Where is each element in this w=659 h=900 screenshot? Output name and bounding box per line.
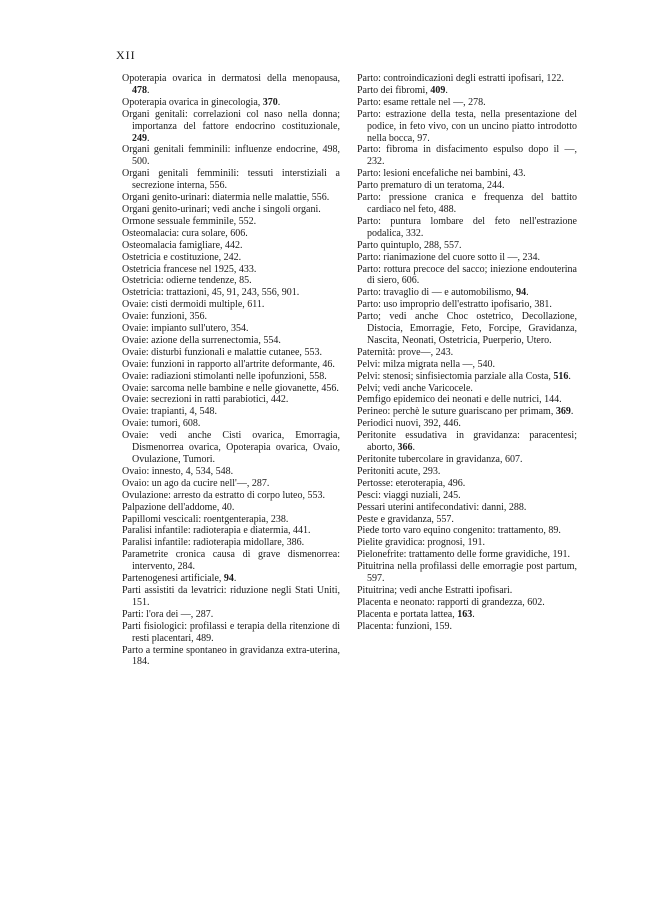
index-entry-text: Ovaie: funzioni, — [122, 311, 187, 323]
index-entry: Periodici nuovi, 392, 446. — [357, 418, 461, 430]
index-entry-text: Osteomalacia famigliare, — [122, 239, 223, 251]
index-entry: Pielite gravidica: prognosi, 191. — [357, 537, 486, 549]
index-entry-text: Ormone sessuale femminile, — [122, 215, 237, 227]
index-entry-page: 354 — [231, 323, 247, 335]
index-entry: Ovaie: tumori, 608. — [122, 418, 201, 430]
index-entry-page: 478 — [132, 84, 147, 96]
index-entry-text: Pessari uterini antifecondativi: danni, — [357, 501, 507, 513]
index-entry: Ovaie: trapianti, 4, 548. — [122, 406, 217, 418]
index-entry: Pielonefrite: trattamento delle forme gravidiche, 191. — [357, 549, 570, 561]
index-entry-text: Pemfigo epidemico dei neonati e delle nutrici, — [357, 394, 542, 406]
index-entry-page: 94 — [223, 573, 234, 585]
index-entry: Ovaie: sarcoma nelle bambine e nelle giovanette, 456. — [122, 382, 339, 394]
index-entry: Ostetricia: odierne tendenze, 85. — [122, 275, 252, 287]
index-entry-page: 608 — [182, 418, 198, 430]
index-entry-text: Ovulazione: arresto da estratto di corpo luteo, — [122, 489, 305, 501]
index-entry-text: Organi genitali femminili: influenze endocrine, — [122, 144, 319, 156]
index-entry: Parto a termine spontaneo in gravidanza extra-uterina, 184. — [122, 644, 340, 668]
index-entry-page: 184 — [132, 656, 147, 668]
index-entry-text: Organi genito-urinari: diatermia nelle malattie, — [122, 192, 310, 204]
index-entry-text: Parto: travaglio di — e automobilismo, — [357, 287, 514, 299]
index-entry-text: Opoterapia ovarica in ginecologia, — [122, 96, 261, 108]
index-entry-text: Parto a termine spontaneo in gravidanza extra-uterina, — [122, 644, 340, 656]
index-entry-page: 553 — [304, 346, 320, 358]
index-entry: Placenta: funzioni, 159. — [357, 620, 452, 632]
index-entry-text: Parto: fibroma in disfacimento espulso dopo il —, — [357, 144, 577, 156]
index-entry-text: Parto: controindicazioni degli estratti ipofisari, — [357, 73, 544, 84]
index-entry-page: 232 — [367, 156, 382, 168]
index-entry-text: Parto: estrazione della testa, nella presentazione del podice, in feto vivo, con un uncino piatto introdotto nella bocca, — [357, 108, 577, 144]
index-entry-page: 386 — [286, 537, 302, 549]
index-entry-page: 540 — [477, 358, 493, 370]
index-entry-page: 602 — [527, 596, 543, 608]
index-entry-text: Parto; vedi anche Choc ostetrico, Decollazione, Distocia, Emorragie, Feto, Forcipe, Gravidanza, Nascita, Neonati, Ostetricia, Puerperio, Utero. — [357, 311, 577, 346]
index-entry: Perineo: perchè le suture guariscano per primam, 369. — [357, 406, 574, 418]
index-entry: Ostetricia: trattazioni, 45, 91, 243, 556, 901. — [122, 287, 300, 299]
index-entry: Parto: pressione cranica e frequenza del battito cardiaco nel feto, 488. — [357, 192, 577, 215]
index-entry-page: 288, 557 — [423, 239, 459, 251]
index-entry: Parto: puntura lombare del feto nell'estrazione podalica, 332. — [357, 215, 577, 239]
index-entry-page: 85 — [239, 275, 250, 287]
index-entry-page: 89 — [548, 525, 559, 537]
index-entry-page: 496 — [447, 477, 463, 489]
index-entry-text: Placenta e portata lattea, — [357, 608, 455, 620]
index-entry-text: Perineo: perchè le suture guariscano per primam, — [357, 406, 554, 418]
index-entry-text: Parto dei fibromi, — [357, 84, 428, 96]
index-entry: Parametrite cronica causa di grave dismenorrea: intervento, 284. — [122, 549, 340, 573]
index-entry-page: 441 — [293, 525, 309, 537]
index-entry-text: Parto: pressione cranica e frequenza del battito cardiaco nel feto, — [357, 192, 577, 215]
index-entry-page: 45, 91, 243, 556, 901 — [211, 287, 297, 299]
index-entry: Organi genito-urinari: diatermia nelle malattie, 556. — [122, 192, 330, 204]
index-entry-page: 442 — [225, 239, 241, 251]
index-entry-page: 43 — [513, 168, 524, 180]
index-entry-page: 442 — [270, 394, 286, 406]
index-entry-page: 122 — [546, 73, 562, 84]
index-entry-text: Osteomalacia: cura solare, — [122, 227, 228, 239]
index-entry-page: 409 — [430, 84, 446, 96]
index-entry — [122, 430, 340, 466]
index-entry-text: Pesci: viaggi nuziali, — [357, 489, 441, 501]
index-entry-page: 489 — [196, 632, 212, 644]
index-entry-text: Ovaie: vedi anche Cisti ovarica, Emorragia, Dismenorrea ovarica, Opoterapia ovarica, Ovaio, Ovulazione, Tumori. — [122, 430, 340, 465]
index-entry: Parto: uso improprio dell'estratto ipofisario, 381. — [357, 299, 552, 311]
index-entry-page: 557 — [436, 513, 452, 525]
index-entry: Paralisi infantile: radioterapia e diatermia, 441. — [122, 525, 311, 537]
index-entry-text: Partenogenesi artificiale, — [122, 573, 222, 585]
index-entry: Pesci: viaggi nuziali, 245. — [357, 489, 461, 501]
index-entry: Ostetricia francese nel 1925, 433. — [122, 263, 257, 275]
index-entry: Parto quintuplo, 288, 557. — [357, 239, 462, 251]
index-entry: Organi genitali femminili: tessuti interstiziali a secrezione interna, 556. — [122, 168, 340, 192]
index-entry-text: Peritoniti acute, — [357, 465, 421, 477]
index-entry: Opoterapia ovarica in dermatosi della menopausa, 478. — [122, 73, 340, 96]
index-entry: Palpazione dell'addome, 40. — [122, 501, 235, 513]
index-entry-page: 556 — [209, 180, 225, 192]
index-entry-page: 332 — [405, 227, 421, 239]
index-entry-text: Parto prematuro di un teratoma, — [357, 180, 485, 192]
index-entry-page: 288 — [508, 501, 524, 513]
index-entry-page: 287 — [195, 608, 211, 620]
index-entry-text: Ovaie: sarcoma nelle bambine e nelle giovanette, — [122, 382, 319, 394]
index-entry-page: 433 — [238, 263, 254, 275]
index-entry-text: Parametrite cronica causa di grave dismenorrea: intervento, — [122, 549, 340, 573]
index-entry-page: 456 — [321, 382, 337, 394]
index-entry-text: Paralisi infantile: radioterapia midollare, — [122, 537, 285, 549]
index-entry: Parto dei fibromi, 409. — [357, 84, 448, 96]
index-entry-text: Parti assistiti da levatrici: riduzione negli Stati Uniti, — [122, 584, 340, 596]
index-entry: Ovaie: cisti dermoidi multiple, 611. — [122, 299, 265, 311]
index-column-left — [122, 73, 340, 668]
index-entry: Parti fisiologici: profilassi e terapia della ritenzione di resti placentari, 489. — [122, 620, 340, 644]
index-entry-text: Ovaie: azione della surrenectomia, — [122, 334, 261, 346]
index-entry: Ovaie: disturbi funzionali e malattie cutanee, 553. — [122, 346, 322, 358]
index-entry: Pelvi: milza migrata nella —, 540. — [357, 358, 496, 370]
index-entry: Placenta e neonato: rapporti di grandezza, 602. — [357, 596, 545, 608]
index-entry-page: 606 — [401, 275, 417, 287]
index-entry: Ovaie: radiazioni stimolanti nelle ipofunzioni, 558. — [122, 370, 327, 382]
index-entry-text: Peritonite tubercolare in gravidanza, — [357, 454, 503, 465]
index-entry-page: 553 — [307, 489, 323, 501]
index-entry-text: Pelvi: milza migrata nella —, — [357, 358, 476, 370]
index-entry: Peritonite tubercolare in gravidanza, 607. — [357, 454, 523, 465]
index-entry-page: 40 — [221, 501, 232, 513]
index-entry: Peritoniti acute, 293. — [357, 465, 441, 477]
index-entry-text: Papillomi vescicali: roentgenterapia, — [122, 513, 269, 525]
index-entry-text: Pituitrina nella profilassi delle emorragie post partum, — [357, 561, 577, 573]
index-entry: Opoterapia ovarica in ginecologia, 370. — [122, 96, 281, 108]
index-entry: Parto: rottura precoce del sacco; iniezione endouterina di siero, 606. — [357, 263, 577, 287]
index-entry-page: 191 — [467, 537, 483, 549]
index-entry-page: 516 — [553, 370, 569, 382]
index-entry-text: Ovaie: funzioni in rapporto all'artrite deformante, — [122, 358, 320, 370]
index-entry-page: 94 — [516, 287, 527, 299]
index-entry-page: 607 — [505, 454, 520, 465]
index-entry-page: 606 — [230, 227, 246, 239]
index-entry-page: 243 — [435, 346, 451, 358]
index-entry-page: 554 — [263, 334, 279, 346]
index-entry-page: 4, 548 — [189, 406, 215, 418]
index-entry-page: 163 — [457, 608, 473, 620]
index-entry-page: 144 — [544, 394, 560, 406]
index-entry-text: Ovaie: impianto sull'utero, — [122, 323, 229, 335]
index-entry-text: Opoterapia ovarica in dermatosi della menopausa, — [122, 73, 340, 84]
index-entry: Parto: controindicazioni degli estratti ipofisari, 122. — [357, 73, 564, 84]
index-entry-page: 381 — [534, 299, 550, 311]
index-entry-page: 369 — [555, 406, 571, 418]
index-entry-text: Parto: puntura lombare del feto nell'estrazione podalica, — [357, 215, 577, 239]
index-entry — [357, 585, 577, 597]
index-entry-text: Paternità: prove—, — [357, 346, 434, 358]
index-entry-text: Peritonite essudativa in gravidanza: paracentesi; aborto, — [357, 430, 577, 454]
index-entry: Pertosse: eteroterapia, 496. — [357, 477, 466, 489]
index-entry-page: 498, 500 — [132, 144, 341, 168]
index-entry: Organi genitali: correlazioni col naso nella donna; importanza del fattore endocrino costituzionale, 249. — [122, 108, 340, 144]
index-entry-page: 97 — [417, 132, 428, 144]
index-column-right — [357, 73, 577, 633]
index-entry-text: Parto: rottura precoce del sacco; iniezione endouterina di siero, — [357, 263, 577, 287]
index-entry-page: 370 — [262, 96, 278, 108]
index-entry: Ormone sessuale femminile, 552. — [122, 215, 257, 227]
index-entry — [122, 204, 340, 216]
index-entry: Ovaie: funzioni in rapporto all'artrite deformante, 46. — [122, 358, 335, 370]
index-entry-page: 245 — [443, 489, 459, 501]
index-entry: Parto prematuro di un teratoma, 244. — [357, 180, 505, 192]
index-entry-text: Ovaio: innesto, — [122, 465, 184, 477]
index-entry-page: 242 — [223, 251, 239, 263]
index-entry-text: Pituitrina; vedi anche Estratti ipofisari. — [357, 584, 513, 596]
index-entry-text: Organi genitali: correlazioni col naso nella donna; importanza del fattore endocrino costituzionale, — [122, 108, 340, 132]
index-entry-text: Peste e gravidanza, — [357, 513, 434, 525]
index-entry-text: Placenta: funzioni, — [357, 620, 432, 632]
index-entry-text: Placenta e neonato: rapporti di grandezza, — [357, 596, 525, 608]
index-entry: Peritonite essudativa in gravidanza: paracentesi; aborto, 366. — [357, 430, 577, 454]
index-entry-text: Ostetricia e costituzione, — [122, 251, 222, 263]
index-entry-page: 249 — [132, 132, 147, 144]
index-entry: Ovaio: innesto, 4, 534, 548. — [122, 465, 234, 477]
index-entry: Osteomalacia: cura solare, 606. — [122, 227, 248, 239]
index-entry-text: Pertosse: eteroterapia, — [357, 477, 446, 489]
index-entry: Partenogenesi artificiale, 94. — [122, 573, 237, 585]
index-entry: Osteomalacia famigliare, 442. — [122, 239, 243, 251]
index-entry: Ovaio: un ago da cucire nell'—, 287. — [122, 477, 270, 489]
index-entry: Pituitrina nella profilassi delle emorragie post partum, 597. — [357, 561, 577, 585]
index-entry-text: Ovaie: disturbi funzionali e malattie cutanee, — [122, 346, 302, 358]
index-entry: Parto: fibroma in disfacimento espulso dopo il —, 232. — [357, 144, 577, 168]
index-entry-text: Ovaie: trapianti, — [122, 406, 187, 418]
index-entry-page: 46 — [322, 358, 333, 370]
index-entry-text: Parti fisiologici: profilassi e terapia della ritenzione di resti placentari, — [122, 620, 340, 644]
index-entry: Pemfigo epidemico dei neonati e delle nutrici, 144. — [357, 394, 562, 406]
index-entry-text: Pielonefrite: trattamento delle forme gravidiche, — [357, 549, 550, 561]
index-entry: Parto: travaglio di — e automobilismo, 94. — [357, 287, 529, 299]
index-entry-page: 293 — [422, 465, 438, 477]
index-entry: Parto: esame rettale nel —, 278. — [357, 96, 486, 108]
index-entry: Ovaie: azione della surrenectomia, 554. — [122, 334, 281, 346]
index-entry-page: 287 — [251, 477, 267, 489]
index-entry-text: Periodici nuovi, — [357, 418, 421, 430]
index-entry-text: Ostetricia: trattazioni, — [122, 287, 210, 299]
index-entry: Pelvi: stenosi; sinfisiectomia parziale alla Costa, 516. — [357, 370, 571, 382]
index-entry-page: 558 — [309, 370, 325, 382]
index-entry — [357, 383, 577, 395]
index-entry-text: Piede torto varo equino congenito: trattamento, — [357, 525, 546, 537]
index-entry — [357, 311, 577, 347]
index-entry-page: 611 — [247, 299, 262, 311]
index-entry-text: Parto: esame rettale nel —, — [357, 96, 466, 108]
index-entry-text: Organi genitali femminili: tessuti interstiziali a secrezione interna, — [122, 168, 340, 192]
index-entry: Papillomi vescicali: roentgenterapia, 238. — [122, 513, 289, 525]
index-entry: Peste e gravidanza, 557. — [357, 513, 454, 525]
index-entry: Parto: estrazione della testa, nella presentazione del podice, in feto vivo, con un uncino piatto introdotto nella bocca, 97. — [357, 108, 577, 144]
index-entry-text: Palpazione dell'addome, — [122, 501, 220, 513]
index-entry-text: Pielite gravidica: prognosi, — [357, 537, 466, 549]
index-entry-page: 4, 534, 548 — [185, 465, 231, 477]
index-entry-text: Paralisi infantile: radioterapia e diatermia, — [122, 525, 291, 537]
index-entry-page: 556 — [311, 192, 327, 204]
index-entry-text: Ovaie: secrezioni in ratti parabiotici, — [122, 394, 269, 406]
index-entry: Parto: rianimazione del cuore sotto il —, 234. — [357, 251, 541, 263]
index-entry-text: Parti: l'ora dei —, — [122, 608, 194, 620]
index-entry-page: 284 — [177, 561, 193, 573]
index-entry-page: 244 — [486, 180, 502, 192]
index-entry-text: Ovaie: tumori, — [122, 418, 181, 430]
index-entry-text: Ovaio: un ago da cucire nell'—, — [122, 477, 250, 489]
index-entry: Parto: lesioni encefaliche nei bambini, 43. — [357, 168, 526, 180]
index-entry-text: Pelvi; vedi anche Varicocele. — [357, 382, 473, 394]
index-entry-page: 159 — [434, 620, 450, 632]
index-entry-text: Ovaie: radiazioni stimolanti nelle ipofunzioni, — [122, 370, 307, 382]
index-entry-page: 191 — [552, 549, 568, 561]
index-entry-page: 392, 446 — [423, 418, 459, 430]
index-entry-text: Parto: lesioni encefaliche nei bambini, — [357, 168, 511, 180]
index-entry: Parti assistiti da levatrici: riduzione negli Stati Uniti, 151. — [122, 584, 340, 608]
index-entry: Piede torto varo equino congenito: trattamento, 89. — [357, 525, 561, 537]
index-entry: Paralisi infantile: radioterapia midollare, 386. — [122, 537, 305, 549]
index-entry: Ovaie: funzioni, 356. — [122, 311, 207, 323]
index-entry-text: Pelvi: stenosi; sinfisiectomia parziale alla Costa, — [357, 370, 551, 382]
index-entry-page: 552 — [238, 215, 254, 227]
page-number: XII — [116, 48, 136, 62]
index-entry: Paternità: prove—, 243. — [357, 346, 454, 358]
index-entry: Parti: l'ora dei —, 287. — [122, 608, 214, 620]
index-entry: Ovulazione: arresto da estratto di corpo luteo, 553. — [122, 489, 325, 501]
index-entry-text: Organi genito-urinari; vedi anche i singoli organi. — [122, 203, 321, 215]
index-entry: Organi genitali femminili: influenze endocrine, 498, 500. — [122, 144, 341, 168]
index-entry-page: 278 — [468, 96, 484, 108]
index-entry-text: Ovaie: cisti dermoidi multiple, — [122, 299, 245, 311]
index-entry-text: Ostetricia: odierne tendenze, — [122, 275, 237, 287]
index-entry-page: 151 — [132, 596, 147, 608]
index-entry-text: Parto: uso improprio dell'estratto ipofisario, — [357, 299, 532, 311]
index-entry: Pessari uterini antifecondativi: danni, 288. — [357, 501, 527, 513]
index-entry: Ostetricia e costituzione, 242. — [122, 251, 242, 263]
index-entry-text: Parto: rianimazione del cuore sotto il —, — [357, 251, 521, 263]
index-entry-page: 366 — [397, 442, 413, 454]
index-entry-page: 597 — [367, 573, 382, 585]
index-entry-page: 488 — [438, 203, 454, 215]
index-entry: Ovaie: impianto sull'utero, 354. — [122, 323, 249, 335]
index-entry-page: 356 — [189, 311, 205, 323]
index-entry-page: 238 — [270, 513, 286, 525]
index-entry-text: Parto quintuplo, — [357, 239, 422, 251]
index-entry: Ovaie: secrezioni in ratti parabiotici, 442. — [122, 394, 289, 406]
index-entry-page: 234 — [522, 251, 538, 263]
index-entry-text: Ostetricia francese nel 1925, — [122, 263, 237, 275]
index-entry: Placenta e portata lattea, 163. — [357, 608, 475, 620]
